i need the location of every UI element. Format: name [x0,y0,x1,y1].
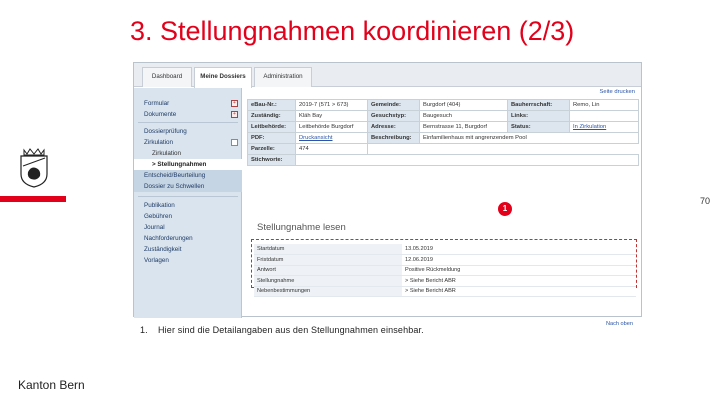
table-cell: Bauherrschaft: [508,100,570,111]
table-cell: Fristdatum [254,255,402,266]
statement-detail-table [254,244,636,297]
table-cell: 13.05.2019 [402,244,636,255]
nebenbestimmungen-link[interactable]: > Siehe Bericht ABR [402,286,636,297]
sidebar-item-gebuehren[interactable]: Gebühren [144,213,173,220]
table-cell: Gemeinde: [368,100,420,111]
sidebar-item-publikation[interactable]: Publikation [144,202,175,209]
table-row [254,265,636,276]
table-cell: Startdatum [254,244,402,255]
table-cell: Stichworte: [248,155,296,166]
table-cell: Links: [508,111,570,122]
bern-coat-of-arms-icon [19,146,49,188]
status-link[interactable]: In Zirkulation [570,122,639,133]
pdf-icon[interactable]: + [231,100,238,107]
pdf-print-view-link[interactable]: Druckansicht [296,133,368,144]
sidebar-item-zirkulation[interactable]: Zirkulation [134,137,242,148]
sidebar-item-dossierpruefung[interactable]: Dossierprüfung [144,128,187,135]
caption [140,325,424,335]
caption-number: 1. [140,325,148,335]
table-cell: Baugesuch [420,111,508,122]
sidebar-item-vorlagen[interactable]: Vorlagen [144,257,169,264]
sidebar-item-zustaendigkeit[interactable]: Zuständigkeit [144,246,182,253]
main-content [243,88,643,327]
sidebar-item-entscheid[interactable]: Entscheid/Beurteilung [134,170,242,181]
table-row [254,255,636,266]
sidebar-divider [138,122,238,123]
table-row [248,144,639,155]
table-row [248,100,639,111]
application-screenshot [133,62,642,327]
table-row [248,133,639,144]
table-cell: Bernstrasse 11, Burgdorf [420,122,508,133]
table-cell: Positive Rückmeldung [402,265,636,276]
tab-dashboard[interactable]: Dashboard [142,67,192,87]
table-cell: 12.06.2019 [402,255,636,266]
table-cell: Einfamilienhaus mit angrenzendem Pool [420,133,639,144]
table-row [254,286,636,297]
table-cell: Beschreibung: [368,133,420,144]
tab-meine-dossiers[interactable]: Meine Dossiers [194,67,252,88]
table-cell: Gesuchstyp: [368,111,420,122]
table-cell: PDF: [248,133,296,144]
print-page-link[interactable]: Seite drucken [599,89,635,95]
table-row [254,244,636,255]
callout-badge: 1 [498,202,512,216]
table-cell: Remo, Lin [570,100,639,111]
sidebar-item-journal[interactable]: Journal [144,224,165,231]
table-cell: Nebenbestimmungen [254,286,402,297]
table-cell: Burgdorf (404) [420,100,508,111]
table-row [254,276,636,287]
table-cell [296,155,639,166]
table-cell: Zuständig: [248,111,296,122]
tab-administration[interactable]: Administration [254,67,312,87]
table-cell: 2019-7 (571 > 673) [296,100,368,111]
table-cell: Parzelle: [248,144,296,155]
footer-brand: Kanton Bern [18,378,85,392]
sidebar [134,88,242,318]
pdf-icon[interactable]: + [231,111,238,118]
sidebar-subitem-zirkulation[interactable]: Zirkulation [152,150,182,157]
dossier-info-table [247,99,639,166]
sidebar-item-dokumente[interactable]: Dokumente + [134,109,242,120]
table-cell: eBau-Nr.: [248,100,296,111]
table-cell: Adresse: [368,122,420,133]
table-row [248,122,639,133]
back-to-top-link[interactable]: Nach oben [605,321,633,327]
sidebar-divider [138,196,238,197]
table-cell: Kläh Bay [296,111,368,122]
sidebar-item-formular[interactable]: Formular + [134,98,242,109]
table-cell: Leitbehörde: [248,122,296,133]
sidebar-item-nachforderungen[interactable]: Nachforderungen [144,235,193,242]
slide-title: 3. Stellungnahmen koordinieren (2/3) [130,16,575,46]
table-cell: Stellungnahme [254,276,402,287]
sidebar-item-dossier-schwellen[interactable]: Dossier zu Schwellen [134,181,242,192]
stellungnahme-link[interactable]: > Siehe Bericht ABR [402,276,636,287]
caption-text: Hier sind die Detailangaben aus den Stellungnahmen einsehbar. [158,325,424,335]
page-number: 70 [700,196,711,206]
table-cell: Leitbehörde Burgdorf [296,122,368,133]
table-cell: Antwort [254,265,402,276]
table-row [248,155,639,166]
table-cell [368,144,639,155]
tab-bar [134,63,641,87]
checkbox-icon[interactable] [231,139,238,146]
sidebar-subitem-stellungnahmen[interactable]: > Stellungnahmen [134,159,242,170]
table-row [248,111,639,122]
table-cell: Status: [508,122,570,133]
red-accent-bar [0,196,66,202]
panel-title: Stellungnahme lesen [257,222,346,233]
table-cell: 474 [296,144,368,155]
table-cell [570,111,639,122]
